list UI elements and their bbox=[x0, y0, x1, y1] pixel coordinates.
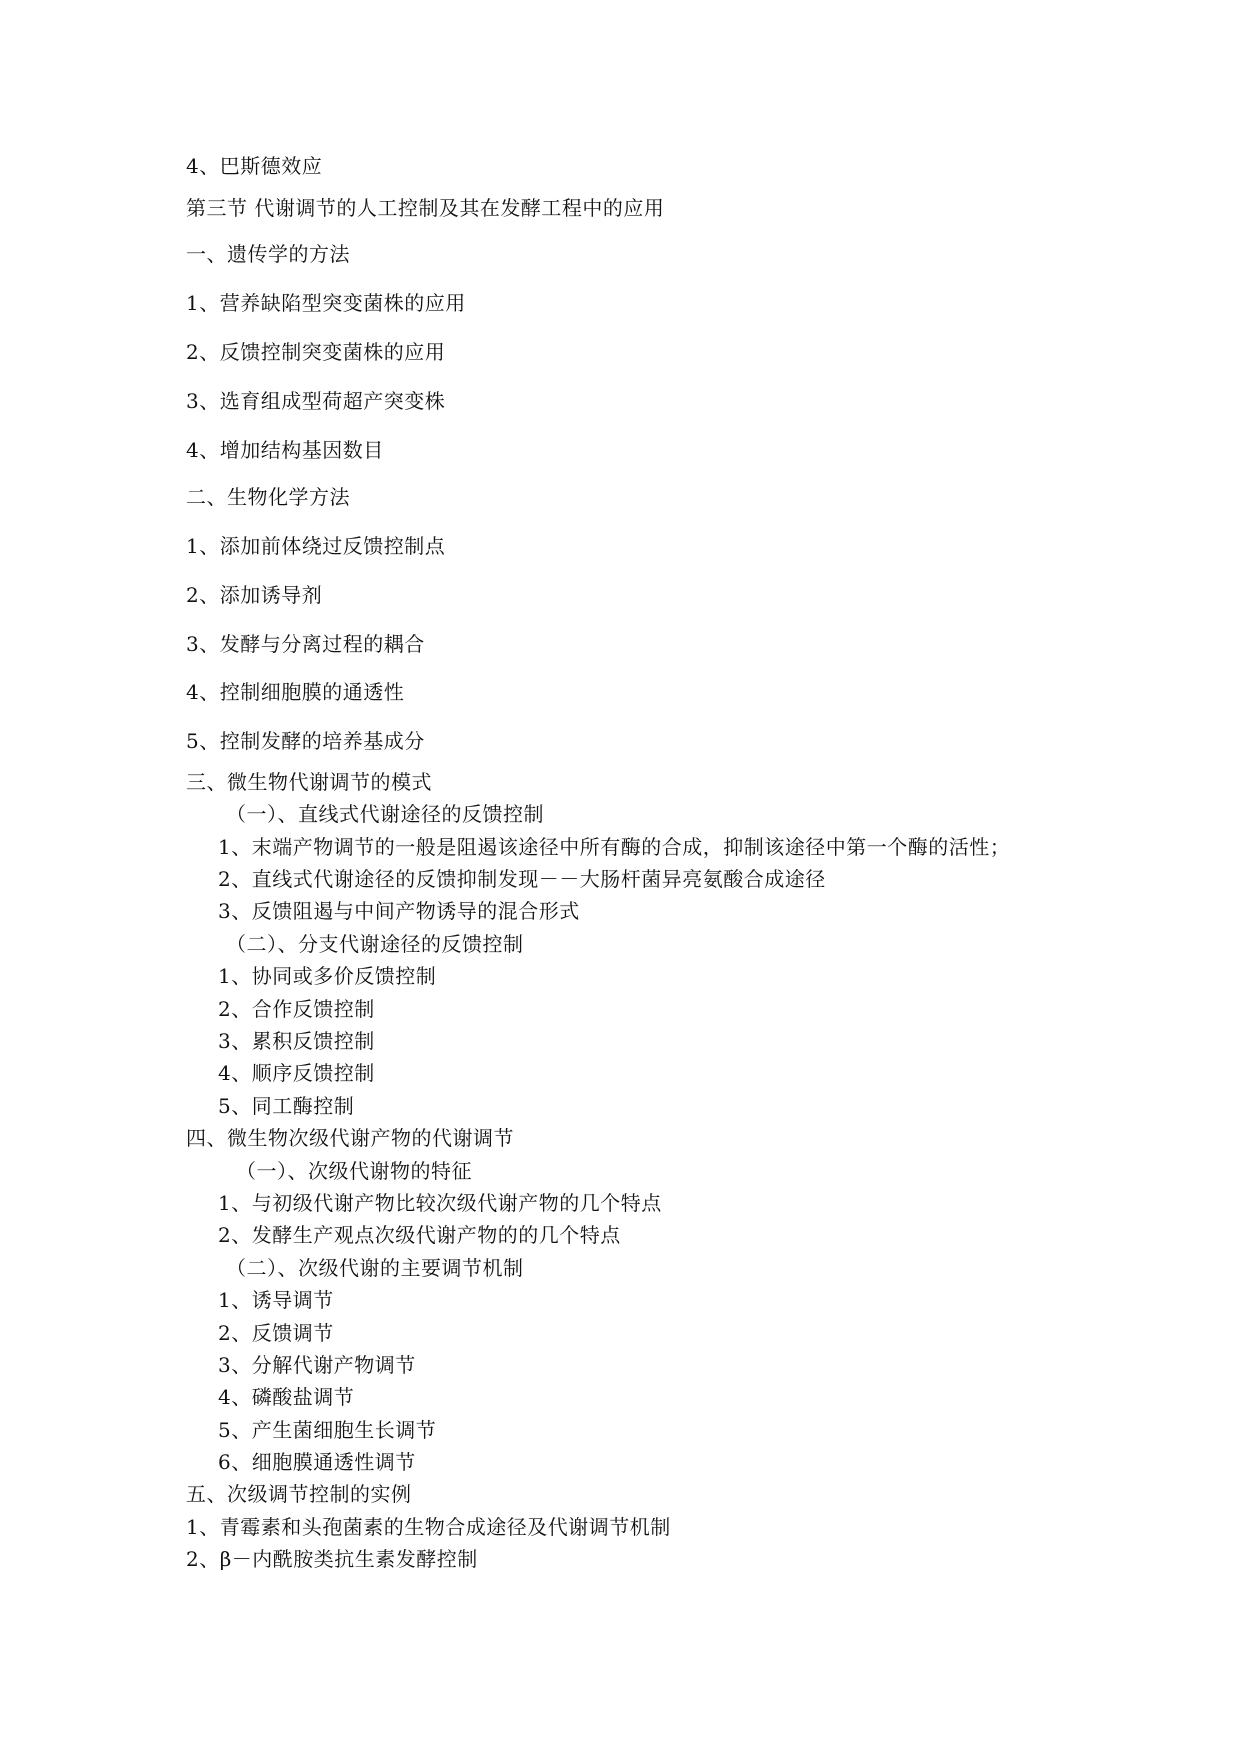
list-item: 3、反馈阻遏与中间产物诱导的混合形式 bbox=[218, 899, 580, 923]
sub-heading: （二）、分支代谢途径的反馈控制 bbox=[226, 932, 524, 956]
list-item: 4、顺序反馈控制 bbox=[218, 1061, 375, 1085]
list-item: 1、与初级代谢产物比较次级代谢产物的几个特点 bbox=[218, 1191, 662, 1215]
sub-heading: （二）、次级代谢的主要调节机制 bbox=[226, 1256, 524, 1280]
list-item: 2、发酵生产观点次级代谢产物的的几个特点 bbox=[218, 1223, 621, 1247]
list-item: 3、分解代谢产物调节 bbox=[218, 1353, 416, 1377]
list-item: 2、添加诱导剂 bbox=[186, 583, 323, 607]
list-item: 5、同工酶控制 bbox=[218, 1094, 355, 1118]
subsection-heading: 四、微生物次级代谢产物的代谢调节 bbox=[186, 1126, 514, 1150]
text-line: 4、巴斯德效应 bbox=[186, 154, 323, 178]
list-item: 1、诱导调节 bbox=[218, 1288, 334, 1312]
list-item: 2、直线式代谢途径的反馈抑制发现－－大肠杆菌异亮氨酸合成途径 bbox=[218, 867, 826, 891]
list-item: 3、选育组成型荷超产突变株 bbox=[186, 389, 446, 413]
list-item: 6、细胞膜通透性调节 bbox=[218, 1450, 416, 1474]
subsection-heading: 五、次级调节控制的实例 bbox=[186, 1482, 412, 1506]
section-heading: 第三节 代谢调节的人工控制及其在发酵工程中的应用 bbox=[186, 196, 665, 220]
list-item: 2、反馈控制突变菌株的应用 bbox=[186, 340, 446, 364]
list-item: 1、添加前体绕过反馈控制点 bbox=[186, 534, 446, 558]
list-item: 4、增加结构基因数目 bbox=[186, 438, 384, 462]
list-item: 4、磷酸盐调节 bbox=[218, 1385, 355, 1409]
list-item: 3、累积反馈控制 bbox=[218, 1029, 375, 1053]
list-item: 2、β－内酰胺类抗生素发酵控制 bbox=[186, 1547, 478, 1571]
list-item: 1、青霉素和头孢菌素的生物合成途径及代谢调节机制 bbox=[186, 1515, 671, 1539]
subsection-heading: 一、遗传学的方法 bbox=[186, 242, 350, 266]
list-item: 2、合作反馈控制 bbox=[218, 997, 375, 1021]
sub-heading: （一）、直线式代谢途径的反馈控制 bbox=[226, 802, 544, 826]
list-item: 4、控制细胞膜的通透性 bbox=[186, 680, 405, 704]
list-item: 1、协同或多价反馈控制 bbox=[218, 964, 437, 988]
list-item: 2、反馈调节 bbox=[218, 1321, 334, 1345]
subsection-heading: 三、微生物代谢调节的模式 bbox=[186, 770, 432, 794]
list-item: 3、发酵与分离过程的耦合 bbox=[186, 632, 425, 656]
list-item: 1、末端产物调节的一般是阻遏该途径中所有酶的合成，抑制该途径中第一个酶的活性； bbox=[218, 835, 1011, 859]
list-item: 5、控制发酵的培养基成分 bbox=[186, 729, 425, 753]
list-item: 5、产生菌细胞生长调节 bbox=[218, 1418, 437, 1442]
list-item: 1、营养缺陷型突变菌株的应用 bbox=[186, 291, 466, 315]
sub-heading: （一）、次级代谢物的特征 bbox=[236, 1159, 472, 1183]
subsection-heading: 二、生物化学方法 bbox=[186, 485, 350, 509]
